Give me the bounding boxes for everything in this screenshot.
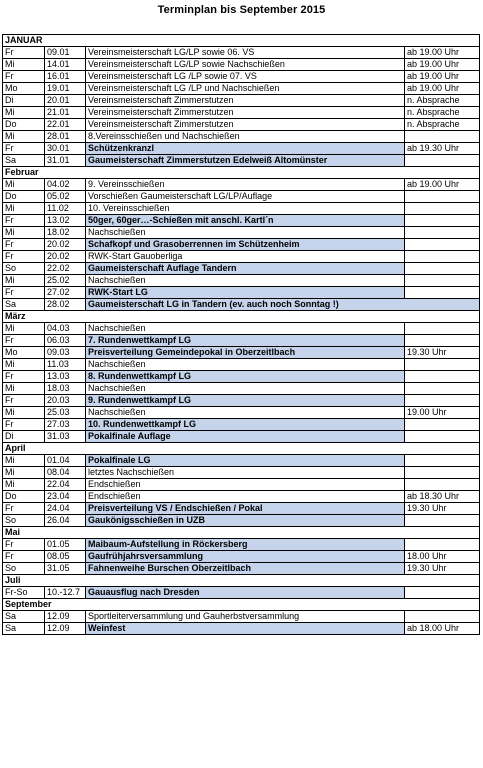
time-cell: 19.30 Uhr — [405, 563, 480, 575]
date-cell: 16.01 — [45, 71, 86, 83]
weekday-cell: Mi — [3, 59, 45, 71]
event-cell: Weinfest — [86, 623, 405, 635]
weekday-cell: Mi — [3, 131, 45, 143]
time-cell — [405, 275, 480, 287]
date-cell: 24.04 — [45, 503, 86, 515]
weekday-cell: Do — [3, 491, 45, 503]
event-cell: Gauausflug nach Dresden — [86, 587, 405, 599]
event-row — [3, 155, 480, 167]
weekday-cell: So — [3, 515, 45, 527]
weekday-cell: Fr — [3, 395, 45, 407]
event-cell: Nachschießen — [86, 407, 405, 419]
time-cell: ab 19.00 Uhr — [405, 47, 480, 59]
time-cell: ab 18.00 Uhr — [405, 623, 480, 635]
event-row — [3, 347, 480, 359]
weekday-cell: Di — [3, 95, 45, 107]
event-row — [3, 491, 480, 503]
event-cell: RWK-Start Gauoberliga — [86, 251, 405, 263]
date-cell: 31.05 — [45, 563, 86, 575]
date-cell: 10.-12.7 — [45, 587, 86, 599]
date-cell: 19.01 — [45, 83, 86, 95]
month-header-row — [3, 443, 480, 455]
date-cell: 27.03 — [45, 419, 86, 431]
time-cell: n. Absprache — [405, 119, 480, 131]
month-header-row — [3, 527, 480, 539]
weekday-cell: Mi — [3, 467, 45, 479]
weekday-cell: Sa — [3, 155, 45, 167]
month-label: Mai — [3, 527, 480, 539]
event-cell: Maibaum-Aufstellung in Röckersberg — [86, 539, 405, 551]
weekday-cell: So — [3, 563, 45, 575]
event-row — [3, 107, 480, 119]
time-cell — [405, 395, 480, 407]
date-cell: 31.01 — [45, 155, 86, 167]
time-cell: ab 18.30 Uhr — [405, 491, 480, 503]
weekday-cell: Do — [3, 191, 45, 203]
time-cell — [405, 239, 480, 251]
event-cell: Vereinsmeisterschaft LG/LP sowie 06. VS — [86, 47, 405, 59]
event-row — [3, 359, 480, 371]
weekday-cell: Mi — [3, 359, 45, 371]
event-row — [3, 623, 480, 635]
weekday-cell: Fr — [3, 371, 45, 383]
event-row — [3, 395, 480, 407]
month-header-row — [3, 575, 480, 587]
event-cell: Vereinsmeisterschaft LG /LP und Nachschießen — [86, 83, 405, 95]
weekday-cell: Mi — [3, 323, 45, 335]
event-row — [3, 587, 480, 599]
weekday-cell: Fr — [3, 251, 45, 263]
event-cell: Endschießen — [86, 479, 405, 491]
weekday-cell: Mi — [3, 107, 45, 119]
date-cell: 22.02 — [45, 263, 86, 275]
time-cell — [405, 539, 480, 551]
weekday-cell: Mi — [3, 179, 45, 191]
event-cell: Pokalfinale Auflage — [86, 431, 405, 443]
event-row — [3, 59, 480, 71]
month-label: März — [3, 311, 480, 323]
event-row — [3, 95, 480, 107]
weekday-cell: Fr — [3, 503, 45, 515]
event-cell: RWK-Start LG — [86, 287, 405, 299]
event-row — [3, 335, 480, 347]
weekday-cell: Fr — [3, 539, 45, 551]
event-cell: Nachschießen — [86, 383, 405, 395]
event-row — [3, 263, 480, 275]
event-row — [3, 467, 480, 479]
weekday-cell: So — [3, 263, 45, 275]
weekday-cell: Fr — [3, 239, 45, 251]
weekday-cell: Di — [3, 431, 45, 443]
date-cell: 20.02 — [45, 251, 86, 263]
schedule-body — [3, 35, 480, 635]
event-row — [3, 371, 480, 383]
date-cell: 04.03 — [45, 323, 86, 335]
event-cell: Gaukönigsschießen in UZB — [86, 515, 405, 527]
time-cell — [405, 251, 480, 263]
time-cell: ab 19.00 Uhr — [405, 71, 480, 83]
event-cell: Schafkopf und Grasoberrennen im Schützenheim — [86, 239, 405, 251]
event-cell: Preisverteilung VS / Endschießen / Pokal — [86, 503, 405, 515]
month-label: Juli — [3, 575, 480, 587]
event-cell: Preisverteilung Gemeindepokal in Oberzeitlbach — [86, 347, 405, 359]
event-row — [3, 191, 480, 203]
event-row — [3, 383, 480, 395]
event-row — [3, 515, 480, 527]
month-label: September — [3, 599, 480, 611]
time-cell — [405, 131, 480, 143]
time-cell: n. Absprache — [405, 107, 480, 119]
time-cell — [405, 431, 480, 443]
event-row — [3, 431, 480, 443]
date-cell: 14.01 — [45, 59, 86, 71]
time-cell — [405, 191, 480, 203]
weekday-cell: Mi — [3, 227, 45, 239]
date-cell: 08.04 — [45, 467, 86, 479]
page-title: Terminplan bis September 2015 — [157, 4, 326, 16]
weekday-cell: Fr — [3, 143, 45, 155]
event-row — [3, 299, 480, 311]
time-cell: n. Absprache — [405, 95, 480, 107]
time-cell — [405, 383, 480, 395]
weekday-cell: Fr — [3, 287, 45, 299]
weekday-cell: Mi — [3, 275, 45, 287]
event-cell: 9. Rundenwettkampf LG — [86, 395, 405, 407]
month-header-row — [3, 167, 480, 179]
weekday-cell: Mi — [3, 479, 45, 491]
event-row — [3, 419, 480, 431]
date-cell: 01.05 — [45, 539, 86, 551]
weekday-cell: Fr — [3, 215, 45, 227]
time-cell — [405, 587, 480, 599]
event-cell: Nachschießen — [86, 275, 405, 287]
event-row — [3, 275, 480, 287]
weekday-cell: Do — [3, 119, 45, 131]
date-cell: 06.03 — [45, 335, 86, 347]
event-cell: Vereinsmeisterschaft Zimmerstutzen — [86, 107, 405, 119]
event-row — [3, 119, 480, 131]
weekday-cell: Mi — [3, 383, 45, 395]
date-cell: 09.01 — [45, 47, 86, 59]
event-cell: 50ger, 60ger…-Schießen mit anschl. Kartl´n — [86, 215, 405, 227]
time-cell: ab 19.00 Uhr — [405, 59, 480, 71]
event-row — [3, 47, 480, 59]
time-cell — [405, 359, 480, 371]
time-cell — [405, 455, 480, 467]
date-cell: 21.01 — [45, 107, 86, 119]
date-cell: 28.01 — [45, 131, 86, 143]
time-cell — [405, 287, 480, 299]
weekday-cell: Sa — [3, 611, 45, 623]
date-cell: 30.01 — [45, 143, 86, 155]
time-cell — [405, 215, 480, 227]
event-cell: 10. Vereinsschießen — [86, 203, 405, 215]
time-cell — [405, 263, 480, 275]
date-cell: 20.01 — [45, 95, 86, 107]
event-row — [3, 539, 480, 551]
date-cell: 09.03 — [45, 347, 86, 359]
event-cell: Vereinsmeisterschaft LG /LP sowie 07. VS — [86, 71, 405, 83]
event-row — [3, 203, 480, 215]
event-cell: Gaufrühjahrsversammlung — [86, 551, 405, 563]
weekday-cell: Sa — [3, 623, 45, 635]
time-cell — [405, 323, 480, 335]
weekday-cell: Mo — [3, 347, 45, 359]
event-row — [3, 71, 480, 83]
event-cell: Vereinsmeisterschaft LG/LP sowie Nachschießen — [86, 59, 405, 71]
time-cell: 18.00 Uhr — [405, 551, 480, 563]
time-cell — [405, 479, 480, 491]
time-cell — [405, 515, 480, 527]
date-cell: 25.03 — [45, 407, 86, 419]
date-cell: 27.02 — [45, 287, 86, 299]
event-row — [3, 179, 480, 191]
event-row — [3, 287, 480, 299]
event-cell: Gaumeisterschaft Auflage Tandern — [86, 263, 405, 275]
event-cell: Nachschießen — [86, 359, 405, 371]
event-cell: 10. Rundenwettkampf LG — [86, 419, 405, 431]
event-cell: Nachschießen — [86, 323, 405, 335]
date-cell: 20.02 — [45, 239, 86, 251]
time-cell: ab 19.00 Uhr — [405, 83, 480, 95]
time-cell: 19.30 Uhr — [405, 503, 480, 515]
weekday-cell: Fr — [3, 551, 45, 563]
month-header-row — [3, 599, 480, 611]
date-cell: 11.02 — [45, 203, 86, 215]
date-cell: 18.02 — [45, 227, 86, 239]
schedule-table — [2, 34, 480, 635]
time-cell — [405, 155, 480, 167]
date-cell: 25.02 — [45, 275, 86, 287]
event-cell: letztes Nachschießen — [86, 467, 405, 479]
time-cell — [405, 371, 480, 383]
event-row — [3, 143, 480, 155]
event-row — [3, 215, 480, 227]
event-row — [3, 251, 480, 263]
event-cell: Schützenkranzl — [86, 143, 405, 155]
event-cell: Sportleiterversammlung und Gauherbstversammlung — [86, 611, 405, 623]
event-row — [3, 611, 480, 623]
time-cell: ab 19.00 Uhr — [405, 179, 480, 191]
date-cell: 08.05 — [45, 551, 86, 563]
time-cell: ab 19.30 Uhr — [405, 143, 480, 155]
time-cell — [405, 419, 480, 431]
event-cell: 9. Vereinsschießen — [86, 179, 405, 191]
weekday-cell: Fr — [3, 47, 45, 59]
date-cell: 11.03 — [45, 359, 86, 371]
date-cell: 13.03 — [45, 371, 86, 383]
time-cell — [405, 467, 480, 479]
event-cell: 8.Vereinsschießen und Nachschießen — [86, 131, 405, 143]
time-cell — [405, 611, 480, 623]
date-cell: 20.03 — [45, 395, 86, 407]
date-cell: 04.02 — [45, 179, 86, 191]
event-cell: 7. Rundenwettkampf LG — [86, 335, 405, 347]
event-cell: Fahnenweihe Burschen Oberzeitlbach — [86, 563, 405, 575]
weekday-cell: Fr — [3, 71, 45, 83]
event-row — [3, 323, 480, 335]
date-cell: 26.04 — [45, 515, 86, 527]
weekday-cell: Mi — [3, 203, 45, 215]
date-cell: 13.02 — [45, 215, 86, 227]
weekday-cell: Sa — [3, 299, 45, 311]
weekday-cell: Mi — [3, 407, 45, 419]
event-row — [3, 239, 480, 251]
event-cell: Vereinsmeisterschaft Zimmerstutzen — [86, 119, 405, 131]
month-header-row — [3, 311, 480, 323]
date-cell: 31.03 — [45, 431, 86, 443]
event-cell: 8. Rundenwettkampf LG — [86, 371, 405, 383]
event-cell: Gaumeisterschaft Zimmerstutzen Edelweiß Altomünster — [86, 155, 405, 167]
event-row — [3, 503, 480, 515]
month-header-row — [3, 35, 480, 47]
date-cell: 28.02 — [45, 299, 86, 311]
date-cell: 22.04 — [45, 479, 86, 491]
event-row — [3, 551, 480, 563]
date-cell: 12.09 — [45, 623, 86, 635]
event-row — [3, 455, 480, 467]
month-label: April — [3, 443, 480, 455]
time-cell: 19.00 Uhr — [405, 407, 480, 419]
event-cell: Vereinsmeisterschaft Zimmerstutzen — [86, 95, 405, 107]
event-row — [3, 227, 480, 239]
time-cell — [405, 203, 480, 215]
event-row — [3, 479, 480, 491]
weekday-cell: Fr — [3, 335, 45, 347]
event-row — [3, 131, 480, 143]
event-cell: Vorschießen Gaumeisterschaft LG/LP/Auflage — [86, 191, 405, 203]
event-row — [3, 563, 480, 575]
weekday-cell: Fr — [3, 419, 45, 431]
event-cell: Pokalfinale LG — [86, 455, 405, 467]
event-cell: Endschießen — [86, 491, 405, 503]
date-cell: 22.01 — [45, 119, 86, 131]
event-cell: Gaumeisterschaft LG in Tandern (ev. auch noch Sonntag !) — [86, 299, 480, 311]
weekday-cell: Fr-So — [3, 587, 45, 599]
time-cell — [405, 335, 480, 347]
event-row — [3, 83, 480, 95]
date-cell: 23.04 — [45, 491, 86, 503]
weekday-cell: Mi — [3, 455, 45, 467]
date-cell: 01.04 — [45, 455, 86, 467]
event-cell: Nachschießen — [86, 227, 405, 239]
time-cell — [405, 227, 480, 239]
time-cell: 19.30 Uhr — [405, 347, 480, 359]
date-cell: 05.02 — [45, 191, 86, 203]
date-cell: 18.03 — [45, 383, 86, 395]
weekday-cell: Mo — [3, 83, 45, 95]
date-cell: 12.09 — [45, 611, 86, 623]
event-row — [3, 407, 480, 419]
month-label: Februar — [3, 167, 480, 179]
month-label: JANUAR — [3, 35, 480, 47]
